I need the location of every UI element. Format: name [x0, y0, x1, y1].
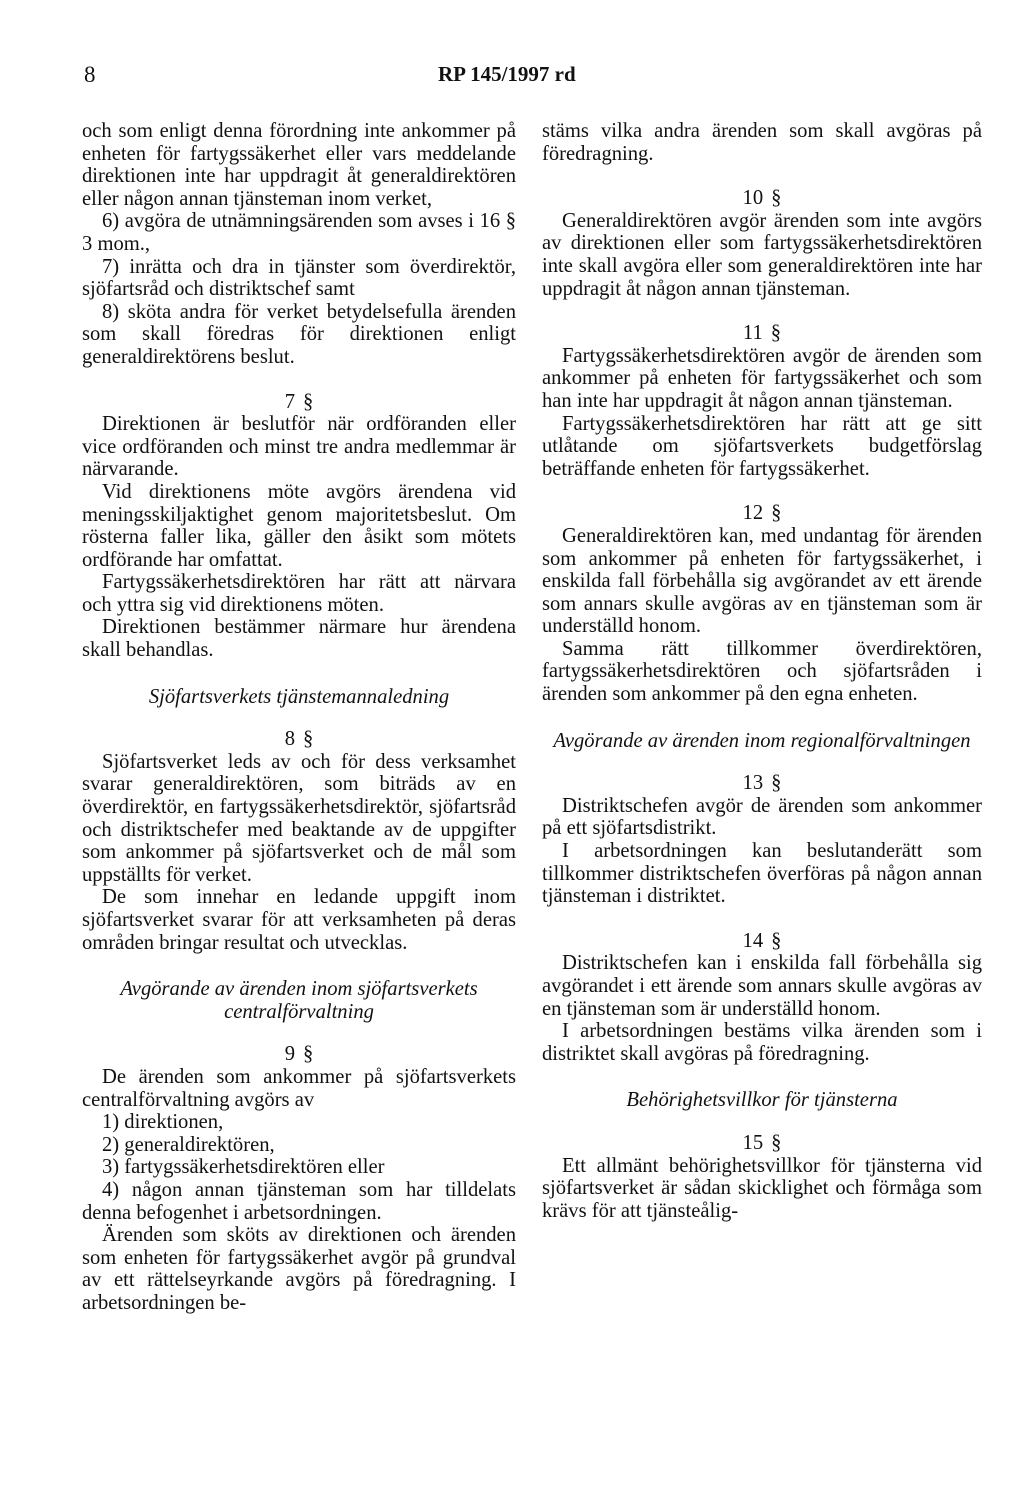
paragraph: Ett allmänt behörighetsvillkor för tjänsterna vid sjöfartsverket är sådan skicklighet och förmåga som krävs för att tjänsteålig- [542, 1154, 982, 1222]
paragraph: I arbetsordningen bestäms vilka ärenden som i distriktet skall avgöras på föredragning. [542, 1020, 982, 1065]
paragraph: Direktionen bestämmer närmare hur ärendena skall behandlas. [82, 616, 516, 662]
paragraph: Direktionen är beslutför när ordföranden eller vice ordföranden och minst tre andra medlemmar är närvarande. [82, 413, 516, 481]
paragraph: Distriktschefen avgör de ärenden som ankommer på ett sjöfartsdistrikt. [542, 794, 982, 840]
paragraph: Distriktschefen kan i enskilda fall förbehålla sig avgörandet i ett ärende som annars skulle avgöras av en tjänsteman som är underställd honom. [542, 952, 982, 1020]
section-heading: Avgörande av ärenden inom regionalförvaltningen [553, 729, 971, 752]
paragraph: I arbetsordningen kan beslutanderätt som tillkommer distriktschefen överföras på någon annan tjänsteman i distriktet. [542, 840, 982, 908]
paragraph: Fartygssäkerhetsdirektören har rätt att närvara och yttra sig vid direktionens möten. [82, 571, 516, 616]
section-number-8: 8 § [284, 728, 314, 751]
paragraph: Fartygssäkerhetsdirektören har rätt att ge sitt utlåtande om sjöfartsverkets budgetförslag beträffande enheten för fartygssäkerhet. [542, 412, 982, 480]
paragraph: Vid direktionens möte avgörs ärendena vid meningsskiljaktighet genom majoritetsbeslut. Om rösterna faller lika, gäller den åsikt som mötets ordförande har omfattat. [82, 480, 516, 571]
section-number-11: 11 § [742, 322, 782, 345]
section-number-15: 15 § [742, 1131, 782, 1154]
paragraph: De som innehar en ledande uppgift inom sjöfartsverket svarar för att verksamheten på deras områden bringar resultat och utvecklas. [82, 886, 516, 954]
list-item: 4) någon annan tjänsteman som har tilldelats denna befogenhet i arbetsordningen. [82, 1178, 516, 1224]
paragraph: Generaldirektören avgör ärenden som inte avgörs av direktionen eller som fartygssäkerhetsdirektören inte skall avgöra eller som generaldirektören inte har uppdragit åt någon annan tjänsteman. [542, 209, 982, 300]
page-number: 8 [84, 62, 96, 87]
paragraph: stäms vilka andra ärenden som skall avgöras på föredragning. [542, 120, 982, 165]
section-number-13: 13 § [742, 772, 782, 795]
section-heading: Avgörande av ärenden inom sjöfartsverkets centralförvaltning [120, 978, 478, 1023]
section-number-14: 14 § [742, 929, 782, 952]
left-column [82, 120, 516, 1315]
section-heading: Behörighetsvillkor för tjänsterna [626, 1089, 898, 1112]
paragraph: Sjöfartsverket leds av och för dess verksamhet svarar generaldirektören, som biträds av en överdirektör, en fartygssäkerhetsdirektör, sjöfartsråd och distriktschefer med beaktande av de uppgifter som ankommer på sjöfartsverket och de mål som uppställts för verket. [82, 750, 516, 886]
list-item: 8) sköta andra för verket betydelsefulla ärenden som skall föredras för direktionen enligt generaldirektörens beslut. [82, 300, 516, 368]
paragraph: Fartygssäkerhetsdirektören avgör de ärenden som ankommer på enheten för fartygssäkerhet och som han inte har uppdragit åt någon annan tjänsteman. [542, 344, 982, 412]
section-heading: Sjöfartsverkets tjänstemannaledning [148, 685, 450, 708]
right-column [542, 120, 982, 1222]
list-item: 1) direktionen, [102, 1111, 224, 1134]
section-number-12: 12 § [742, 502, 782, 525]
list-item: 6) avgöra de utnämningsärenden som avses i 16 § 3 mom., [82, 210, 516, 255]
section-number-9: 9 § [284, 1043, 314, 1066]
running-head: RP 145/1997 rd [438, 62, 576, 86]
list-item: 2) generaldirektören, [102, 1133, 275, 1156]
section-number-7: 7 § [284, 390, 314, 413]
paragraph: och som enligt denna förordning inte ankommer på enheten för fartygssäkerhet eller vars meddelande direktionen inte har uppdragit åt generaldirektören eller någon annan tjänsteman inom verket, [82, 120, 516, 210]
paragraph: Samma rätt tillkommer överdirektören, fartygssäkerhetsdirektören och sjöfartsråden i ärenden som ankommer på den egna enheten. [542, 637, 982, 706]
paragraph: Ärenden som sköts av direktionen och ärenden som enheten för fartygssäkerhet avgör på grundval av ett rättelseyrkande avgörs på föredragning. I arbetsordningen be- [82, 1224, 516, 1314]
list-item: 3) fartygssäkerhetsdirektören eller [102, 1156, 385, 1179]
list-item: 7) inrätta och dra in tjänster som överdirektör, sjöfartsråd och distriktschef samt [82, 255, 516, 301]
paragraph: De ärenden som ankommer på sjöfartsverkets centralförvaltning avgörs av [82, 1065, 516, 1111]
paragraph: Generaldirektören kan, med undantag för ärenden som ankommer på enheten för fartygssäkerhet, i enskilda fall förbehålla sig avgörandet av ett ärende som annars skulle avgöras av en tjänsteman som är underställd honom. [542, 524, 982, 638]
section-number-10: 10 § [742, 187, 782, 210]
